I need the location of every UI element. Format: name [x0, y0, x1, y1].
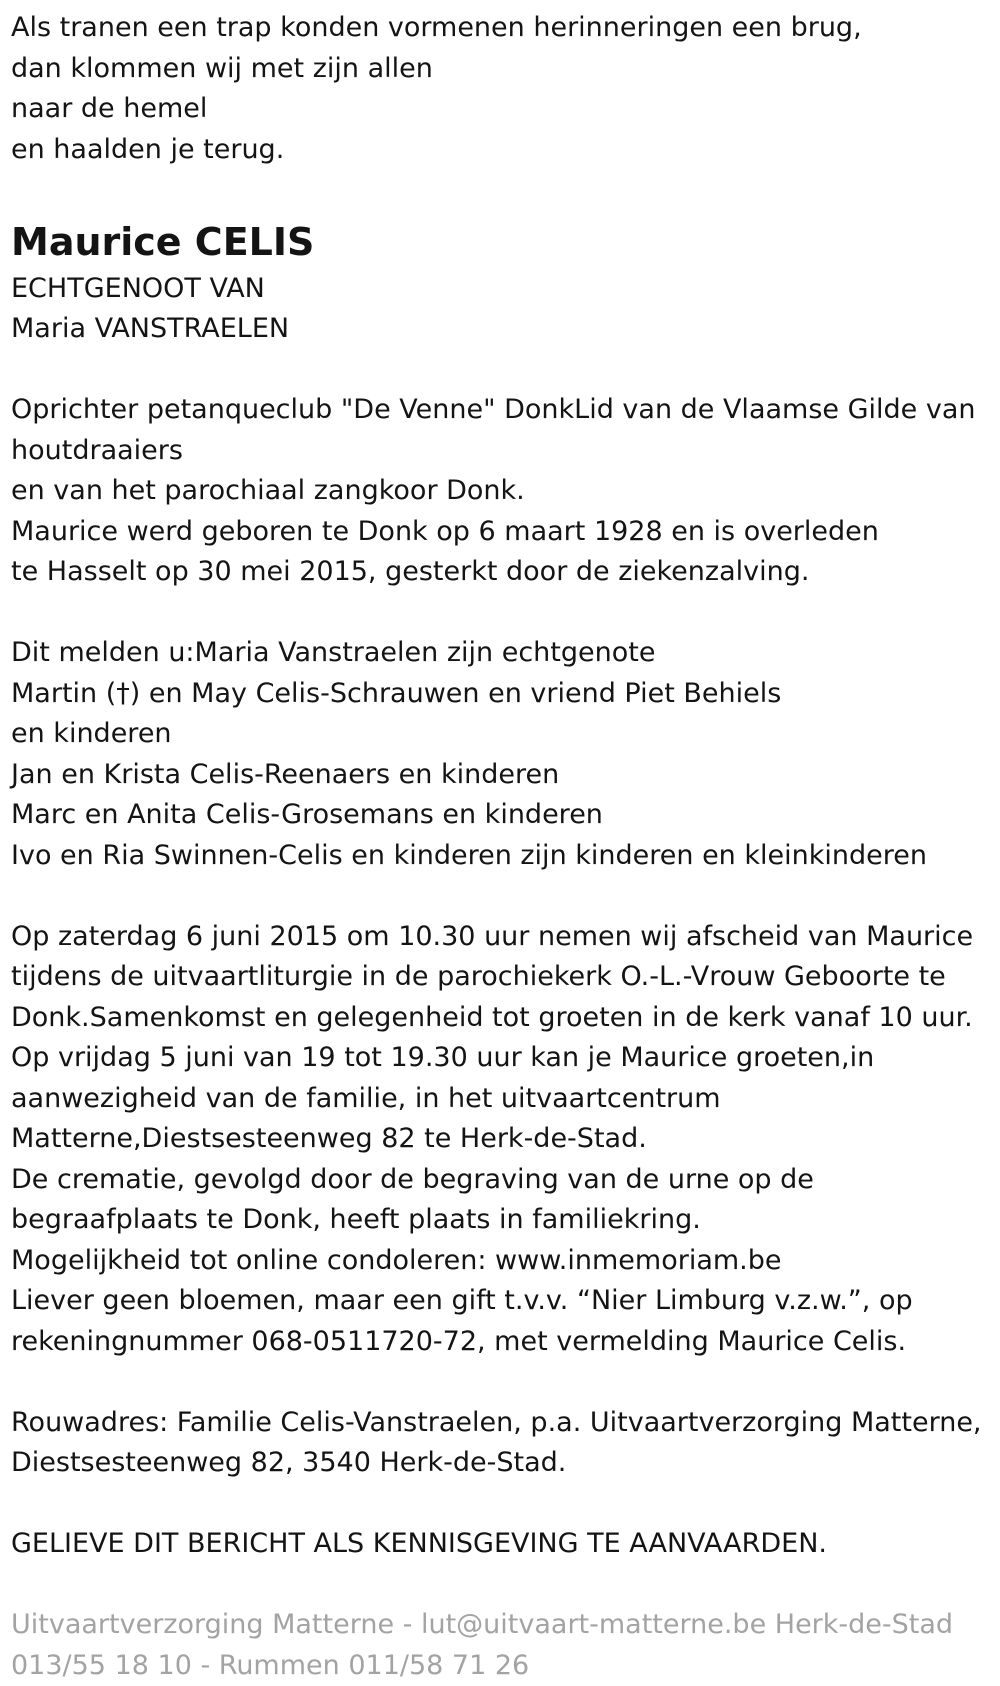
ceremony-line: tijdens de uitvaartliturgie in de parochiekerk O.-L.-Vrouw Geboorte te	[11, 957, 1000, 998]
ceremony-line: aanwezigheid van de familie, in het uitvaartcentrum	[11, 1079, 1000, 1120]
family-line: Dit melden u:Maria Vanstraelen zijn echtgenote	[11, 633, 1000, 674]
address-line: Diestsesteenweg 82, 3540 Herk-de-Stad.	[11, 1443, 1000, 1484]
poem-line: naar de hemel	[11, 89, 1000, 130]
ceremony-line: begraafplaats te Donk, heeft plaats in familiekring.	[11, 1200, 1000, 1241]
ceremony-line: Op vrijdag 5 juni van 19 tot 19.30 uur kan je Maurice groeten,in	[11, 1038, 1000, 1079]
biography-line: te Hasselt op 30 mei 2015, gesterkt door de ziekenzalving.	[11, 552, 1000, 593]
footer-line: Uitvaartverzorging Matterne - lut@uitvaart-matterne.be Herk-de-Stad	[11, 1605, 1000, 1646]
notice-text: GELIEVE DIT BERICHT ALS KENNISGEVING TE AANVAARDEN.	[11, 1524, 1000, 1565]
ceremony-line: rekeningnummer 068-0511720-72, met vermelding Maurice Celis.	[11, 1322, 1000, 1363]
biography-line: en van het parochiaal zangkoor Donk.	[11, 471, 1000, 512]
spacer	[11, 170, 1000, 211]
family-line: Jan en Krista Celis-Reenaers en kinderen	[11, 755, 1000, 796]
biography	[11, 390, 1000, 593]
poem	[11, 8, 1000, 170]
ceremony-line: Mogelijkheid tot online condoleren: www.inmemoriam.be	[11, 1241, 1000, 1282]
footer-line: 013/55 18 10 - Rummen 011/58 71 26	[11, 1646, 1000, 1686]
ceremony-line: Liever geen bloemen, maar een gift t.v.v. “Nier Limburg v.z.w.”, op	[11, 1281, 1000, 1322]
spouse-name: Maria VANSTRAELEN	[11, 309, 1000, 350]
biography-line: houtdraaiers	[11, 431, 1000, 472]
footer-funeral-home	[11, 1605, 1000, 1686]
mourning-address	[11, 1403, 1000, 1484]
spacer	[11, 1565, 1000, 1606]
ceremony-line: Matterne,Diestsesteenweg 82 te Herk-de-Stad.	[11, 1119, 1000, 1160]
spacer	[11, 876, 1000, 917]
ceremony-details	[11, 917, 1000, 1363]
deceased-name: Maurice CELIS	[11, 215, 1000, 269]
ceremony-line: Op zaterdag 6 juni 2015 om 10.30 uur nemen wij afscheid van Maurice	[11, 917, 1000, 958]
relation-label: ECHTGENOOT VAN	[11, 269, 1000, 310]
family-line: en kinderen	[11, 714, 1000, 755]
spacer	[11, 350, 1000, 391]
spacer	[11, 1484, 1000, 1525]
ceremony-line: Donk.Samenkomst en gelegenheid tot groeten in de kerk vanaf 10 uur.	[11, 998, 1000, 1039]
ceremony-line: De crematie, gevolgd door de begraving van de urne op de	[11, 1160, 1000, 1201]
deceased-block	[11, 215, 1000, 350]
family-line: Martin (†) en May Celis-Schrauwen en vriend Piet Behiels	[11, 674, 1000, 715]
biography-line: Oprichter petanqueclub "De Venne" DonkLid van de Vlaamse Gilde van	[11, 390, 1000, 431]
poem-line: en haalden je terug.	[11, 130, 1000, 171]
poem-line: dan klommen wij met zijn allen	[11, 49, 1000, 90]
spacer	[11, 593, 1000, 634]
address-line: Rouwadres: Familie Celis-Vanstraelen, p.a. Uitvaartverzorging Matterne,	[11, 1403, 1000, 1444]
poem-line: Als tranen een trap konden vormenen herinneringen een brug,	[11, 8, 1000, 49]
family-line: Marc en Anita Celis-Grosemans en kinderen	[11, 795, 1000, 836]
spacer	[11, 1362, 1000, 1403]
family-line: Ivo en Ria Swinnen-Celis en kinderen zijn kinderen en kleinkinderen	[11, 836, 1000, 877]
family-list	[11, 633, 1000, 876]
biography-line: Maurice werd geboren te Donk op 6 maart 1928 en is overleden	[11, 512, 1000, 553]
